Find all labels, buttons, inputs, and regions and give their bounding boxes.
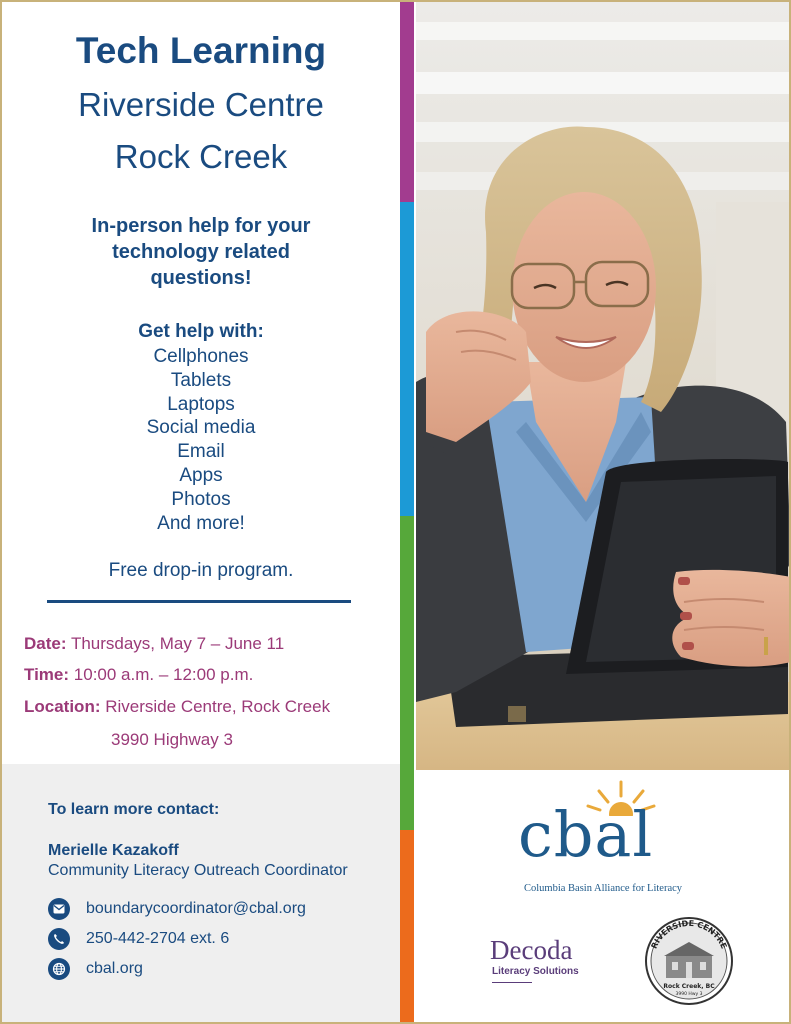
color-bar-blue	[400, 202, 414, 516]
contact-heading: To learn more contact:	[48, 801, 220, 818]
page-title: Tech Learning	[75, 30, 327, 71]
help-item: Apps	[179, 464, 223, 486]
help-item: And more!	[157, 512, 245, 534]
cbal-tagline: Columbia Basin Alliance for Literacy	[524, 883, 683, 894]
date-value: Thursdays, May 7 – June 11	[70, 634, 285, 653]
contact-role: Community Literacy Outreach Coordinator	[48, 862, 348, 879]
hero-photo	[416, 2, 791, 770]
contact-name: Merielle Kazakoff	[48, 842, 179, 859]
color-bar-orange	[400, 830, 414, 1024]
svg-text:RIVERSIDE CENTRE: RIVERSIDE CENTRE	[649, 918, 729, 951]
phone-icon	[48, 928, 70, 950]
tagline	[52, 213, 350, 291]
riverside-centre-seal	[644, 916, 734, 1006]
contact-email-row[interactable]	[48, 898, 306, 920]
time-label: Time:	[24, 665, 70, 684]
location-value: Riverside Centre, Rock Creek	[105, 697, 331, 716]
contact-email[interactable]: boundarycoordinator@cbal.org	[86, 900, 306, 917]
color-bar-magenta	[400, 2, 414, 202]
help-heading: Get help with:	[138, 321, 264, 342]
date-row	[24, 634, 284, 654]
partner-logos	[416, 770, 791, 1024]
date-label: Date:	[24, 634, 67, 653]
help-item: Social media	[146, 417, 256, 439]
location-row	[24, 697, 330, 717]
help-item: Tablets	[170, 369, 232, 391]
decoda-logo: Decoda	[490, 935, 573, 965]
contact-website[interactable]: cbal.org	[86, 960, 143, 977]
help-item: Cellphones	[153, 346, 249, 367]
tagline-line: In-person help for your	[91, 215, 311, 237]
tagline-line: technology related	[112, 241, 290, 263]
divider	[47, 600, 351, 603]
contact-website-row[interactable]	[48, 958, 143, 980]
help-list	[2, 345, 400, 535]
seal-town: Rock Creek, BC	[663, 983, 715, 990]
tagline-line: questions!	[150, 267, 252, 289]
address: 3990 Highway 3	[111, 730, 233, 749]
help-item: Photos	[171, 488, 231, 510]
help-item: Email	[177, 441, 225, 463]
decoda-tagline: Literacy Solutions	[492, 966, 579, 977]
program-note: Free drop-in program.	[108, 560, 294, 581]
location-label: Location:	[24, 697, 101, 716]
time-value: 10:00 a.m. – 12:00 p.m.	[73, 665, 254, 684]
venue-town: Rock Creek	[114, 138, 288, 175]
left-column	[2, 2, 400, 764]
decoda-underline	[492, 982, 532, 983]
cbal-logo: cbal	[518, 798, 654, 871]
envelope-icon	[48, 898, 70, 920]
contact-panel	[2, 764, 400, 1024]
seal-address: 3990 Hwy 3	[675, 992, 703, 997]
globe-icon	[48, 958, 70, 980]
help-item: Laptops	[167, 393, 235, 415]
color-bar-green	[400, 516, 414, 830]
time-row	[24, 665, 253, 685]
contact-phone-row[interactable]	[48, 928, 229, 950]
contact-phone[interactable]: 250-442-2704 ext. 6	[86, 930, 230, 947]
venue-name: Riverside Centre	[78, 86, 324, 123]
